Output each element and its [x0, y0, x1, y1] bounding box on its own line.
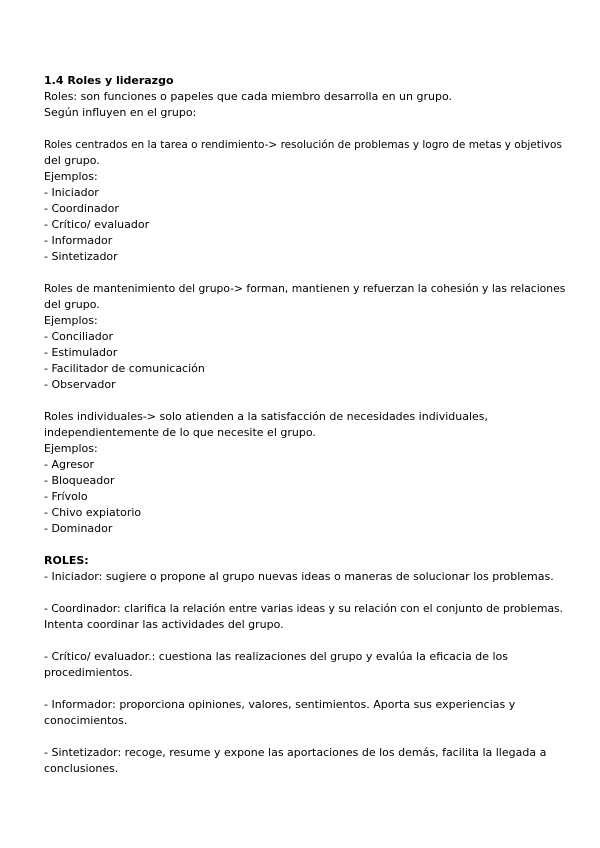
- examples-label: Ejemplos:: [44, 170, 98, 183]
- task-roles-text: del grupo.: [44, 154, 100, 167]
- list-item: - Iniciador: [44, 186, 99, 199]
- maintenance-roles-text: Roles de mantenimiento del grupo-> forman, mantienen y refuerzan la cohesión y las relaciones: [44, 282, 566, 295]
- roles-heading: ROLES:: [44, 554, 89, 567]
- section-heading: 1.4 Roles y liderazgo: [44, 74, 174, 87]
- list-item: - Estimulador: [44, 346, 118, 359]
- role-description: - Crítico/ evaluador.: cuestiona las realizaciones del grupo y evalúa la eficacia de los: [44, 650, 509, 663]
- list-item: - Coordinador: [44, 202, 119, 215]
- intro-line: Según influyen en el grupo:: [44, 106, 197, 119]
- role-description: - Iniciador: sugiere o propone al grupo nuevas ideas o maneras de solucionar los problemas.: [44, 570, 554, 583]
- role-description: Intenta coordinar las actividades del grupo.: [44, 618, 284, 631]
- list-item: - Bloqueador: [44, 474, 115, 487]
- list-item: - Dominador: [44, 522, 113, 535]
- list-item: - Observador: [44, 378, 116, 391]
- role-description: - Coordinador: clarifica la relación entre varias ideas y su relación con el conjunto de problemas.: [44, 602, 564, 615]
- list-item: - Sintetizador: [44, 250, 118, 263]
- list-item: - Chivo expiatorio: [44, 506, 142, 519]
- individual-roles-text: independientemente de lo que necesite el grupo.: [44, 426, 316, 439]
- role-description: conclusiones.: [44, 762, 119, 775]
- individual-roles-text: Roles individuales-> solo atienden a la satisfacción de necesidades individuales,: [44, 410, 489, 423]
- intro-line: Roles: son funciones o papeles que cada miembro desarrolla en un grupo.: [44, 90, 452, 103]
- list-item: - Frívolo: [44, 490, 88, 503]
- examples-label: Ejemplos:: [44, 314, 98, 327]
- list-item: - Conciliador: [44, 330, 114, 343]
- list-item: - Facilitador de comunicación: [44, 362, 205, 375]
- examples-label: Ejemplos:: [44, 442, 98, 455]
- role-description: procedimientos.: [44, 666, 133, 679]
- list-item: - Informador: [44, 234, 113, 247]
- role-description: - Sintetizador: recoge, resume y expone las aportaciones de los demás, facilita la llegada a: [44, 746, 547, 759]
- list-item: - Agresor: [44, 458, 95, 471]
- document-content: [44, 73, 572, 777]
- maintenance-roles-text: del grupo.: [44, 298, 100, 311]
- list-item: - Crítico/ evaluador: [44, 218, 150, 231]
- role-description: - Informador: proporciona opiniones, valores, sentimientos. Aporta sus experiencias y: [44, 698, 516, 711]
- task-roles-text: Roles centrados en la tarea o rendimiento-> resolución de problemas y logro de metas y objetivos: [44, 139, 562, 151]
- role-description: conocimientos.: [44, 714, 128, 727]
